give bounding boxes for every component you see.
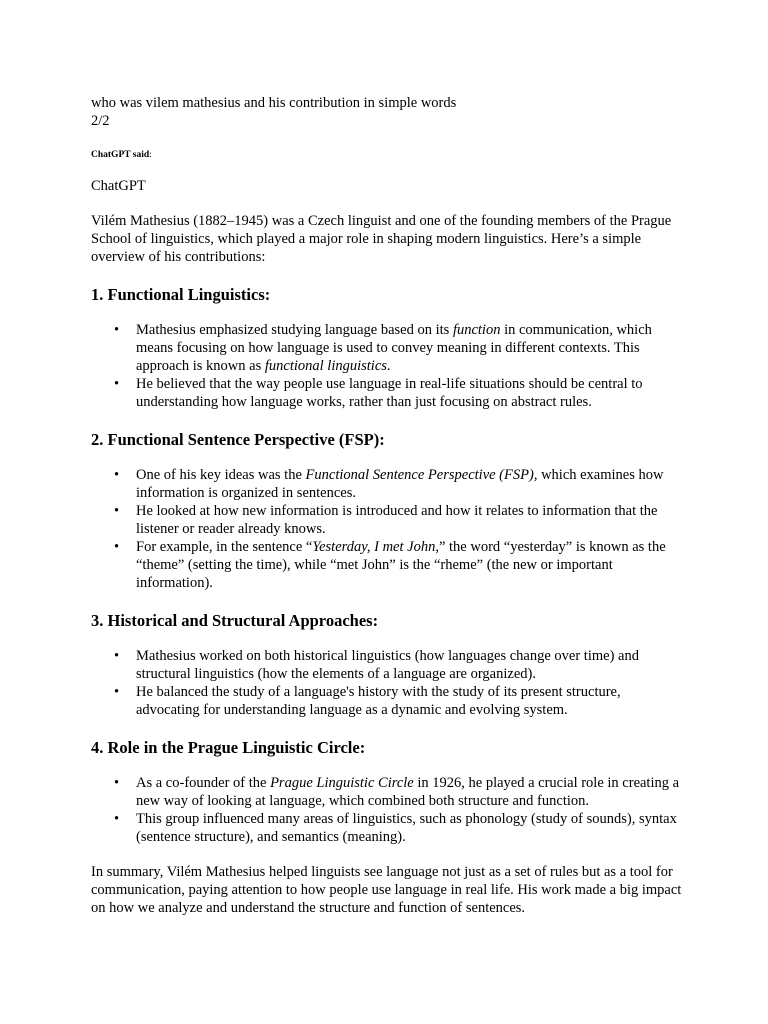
section-heading-fsp: 2. Functional Sentence Perspective (FSP): [91,430,385,449]
speaker-label-text: ChatGPT said [91,150,150,160]
bullet-icon: • [114,376,120,392]
section-heading-historical-structural: 3. Historical and Structural Approaches: [91,611,379,630]
bullet-icon: • [114,684,120,700]
list-item: • One of his key ideas was the Functional Sentence Perspective (FSP), which examines how information is organized in sentences. [114,467,664,501]
user-prompt [91,94,683,130]
speaker-label [91,149,683,161]
intro-paragraph: Vilém Mathesius (1882–1945) was a Czech linguist and one of the founding members of the Prague School of linguistics, which played a major role in shaping modern linguistics. Here’s a simple overview of his contributions: [91,213,672,265]
bullet-icon: • [114,648,120,664]
list-item: • For example, in the sentence “Yesterday, I met John,” the word “yesterday” is known as the “theme” (setting the time), while “met John” is the “rheme” (the new or important information). [114,539,666,591]
bullet-icon: • [114,467,120,483]
section-heading-prague-circle: 4. Role in the Prague Linguistic Circle: [91,738,366,757]
section-heading-functional-linguistics: 1. Functional Linguistics: [91,285,271,304]
assistant-name: ChatGPT [91,178,146,194]
bullet-list-functional-linguistics [91,321,683,411]
bullet-icon: • [114,811,120,827]
bullet-list-prague-circle [91,774,683,846]
list-item: • He looked at how new information is introduced and how it relates to information that the listener or reader already knows. [114,503,658,537]
bullet-list-historical-structural [91,647,683,719]
list-item: • This group influenced many areas of linguistics, such as phonology (study of sounds), syntax (sentence structure), and semantics (meaning). [114,811,677,845]
summary-paragraph: In summary, Vilém Mathesius helped linguists see language not just as a set of rules but as a tool for communication, paying attention to how people use language in real life. His work made a big impact on how we analyze and understand the structure and function of sentences. [91,864,682,916]
prompt-question: who was vilem mathesius and his contribution in simple words [91,95,457,111]
list-item: • He believed that the way people use language in real-life situations should be central to understanding how language works, rather than just focusing on abstract rules. [114,376,643,410]
bullet-icon: • [114,775,120,791]
list-item: • Mathesius emphasized studying language based on its function in communication, which means focusing on how language is used to convey meaning in different contexts. This approach is known as functional linguistics. [114,322,652,374]
bullet-icon: • [114,503,120,519]
speaker-label-colon: : [149,150,152,160]
document-page [91,94,683,917]
list-item: • Mathesius worked on both historical linguistics (how languages change over time) and structural linguistics (how the elements of a language are organized). [114,648,639,682]
bullet-icon: • [114,539,120,555]
bullet-list-fsp [91,466,683,592]
response-pager[interactable]: 2/2 [91,113,110,129]
list-item: • He balanced the study of a language's history with the study of its present structure, advocating for understanding language as a dynamic and evolving system. [114,684,621,718]
bullet-icon: • [114,322,120,338]
list-item: • As a co-founder of the Prague Linguistic Circle in 1926, he played a crucial role in creating a new way of looking at language, which combined both structure and function. [114,775,680,809]
